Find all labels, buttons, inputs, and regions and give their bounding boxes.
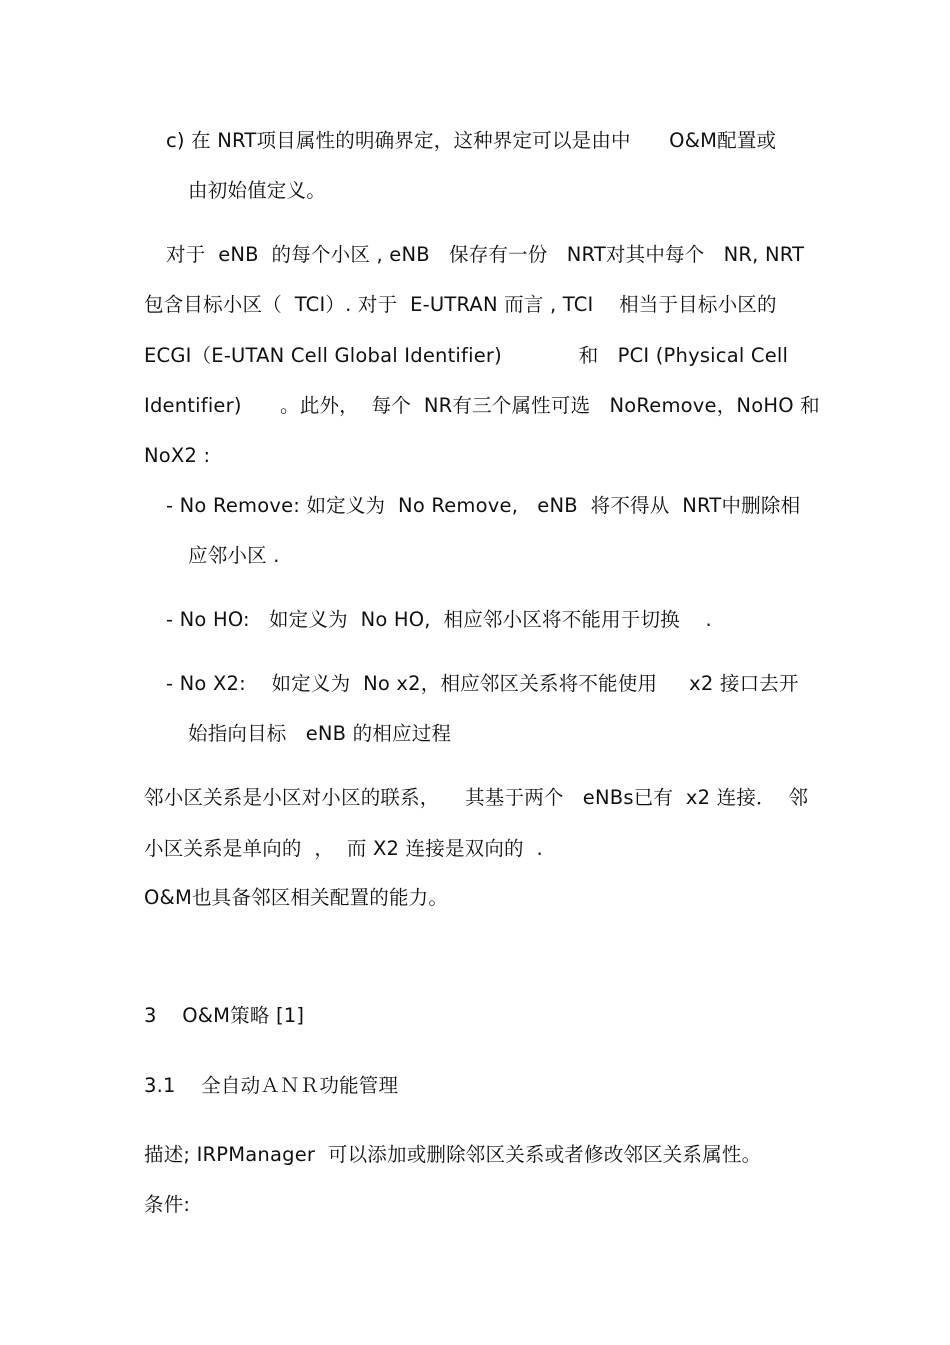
nrt-paragraph-line-3: ECGI（E-UTAN Cell Global Identifier) 和 PCI (Physical Cell [144, 344, 789, 367]
nrt-paragraph-line-1: 对于 eNB 的每个小区 , eNB 保存有一份 NRT对其中每个 NR, NRT [166, 243, 805, 266]
section-3-heading: 3 O&M策略 [1] [144, 1004, 305, 1027]
om-capability-line: O&M也具备邻区相关配置的能力。 [144, 886, 449, 909]
no-remove-item-line-2: 应邻小区 . [188, 544, 280, 567]
nrt-paragraph-line-2: 包含目标小区（ TCI）. 对于 E-UTRAN 而言 , TCI 相当于目标小区的 [144, 293, 777, 316]
no-remove-item-line-1: - No Remove: 如定义为 No Remove, eNB 将不得从 NRT中删除相 [166, 494, 801, 517]
relation-paragraph-line-1: 邻小区关系是小区对小区的联系， 其基于两个 eNBs已有 x2 连接． 邻 [144, 786, 809, 809]
criterion-c-line-2: 由初始值定义。 [188, 179, 326, 202]
no-x2-item-line-1: - No X2: 如定义为 No x2，相应邻区关系将不能使用 x2 接口去开 [166, 672, 799, 695]
criterion-c-line-1: c) 在 NRT项目属性的明确界定，这种界定可以是由中 O&M配置或 [166, 129, 777, 152]
no-x2-item-line-2: 始指向目标 eNB 的相应过程 [188, 722, 452, 745]
description-line: 描述; IRPManager 可以添加或删除邻区关系或者修改邻区关系属性。 [144, 1143, 762, 1166]
nrt-paragraph-line-4: Identifier) 。此外， 每个 NR有三个属性可选 NoRemove，NoHO 和 [144, 394, 820, 417]
no-ho-item: - No HO: 如定义为 No HO, 相应邻小区将不能用于切换 . [166, 608, 712, 631]
section-3-1-heading: 3.1 全自动ＡＮＲ功能管理 [144, 1074, 399, 1097]
nrt-paragraph-line-5: NoX2 : [144, 444, 211, 467]
condition-line: 条件: [144, 1193, 191, 1216]
relation-paragraph-line-2: 小区关系是单向的 ， 而 X2 连接是双向的 . [144, 837, 543, 860]
